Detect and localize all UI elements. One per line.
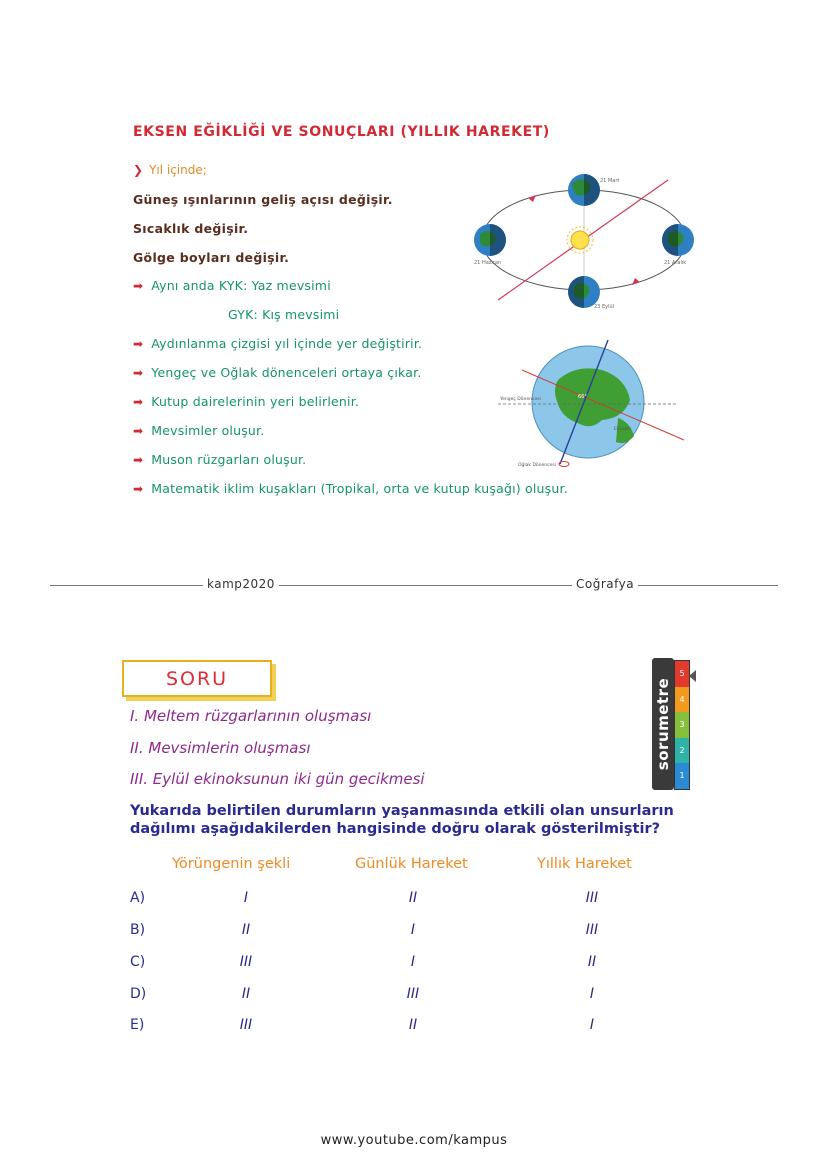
option-c-label[interactable]: C): [130, 954, 146, 970]
option-e-cell-3: I: [589, 1017, 595, 1033]
earth-left-icon: [474, 224, 506, 256]
sorumetre-scale: [674, 660, 690, 790]
arrow-right-icon: ➡: [133, 337, 144, 351]
arrow-right-icon: ➡: [133, 366, 144, 380]
sorumetre-pointer-icon: [689, 670, 696, 682]
season-text-1: Aynı anda KYK: Yaz mevsimi: [151, 278, 331, 293]
sorumetre-level-3: 3: [675, 712, 689, 738]
label-21-mart: 21 Mart: [600, 178, 620, 184]
option-b-label[interactable]: B): [130, 922, 146, 938]
arrow-right-icon: ➡: [133, 482, 144, 496]
section-title: EKSEN EĞİKLİĞİ VE SONUÇLARI (YILLIK HAREKET): [133, 124, 550, 140]
col-header-2: Günlük Hareket: [355, 856, 468, 872]
sorumetre-label: sorumetre: [654, 677, 672, 771]
intro-line: [133, 163, 207, 177]
footer-url[interactable]: www.youtube.com/kampus: [320, 1133, 508, 1148]
divider-left-label: kamp2020: [203, 577, 279, 591]
divider-line: [50, 585, 778, 586]
bullet-4: [133, 423, 264, 438]
option-a-cell-2: II: [408, 890, 418, 906]
arrow-right-icon: ➡: [133, 424, 144, 438]
orbit-diagram: [468, 160, 700, 320]
bullet-5: [133, 452, 306, 467]
option-e-cell-2: II: [408, 1017, 418, 1033]
bullet-text: Kutup dairelerinin yeri belirlenir.: [151, 394, 360, 409]
season-line-1: [133, 278, 331, 293]
option-e-label[interactable]: E): [130, 1017, 145, 1033]
chevron-right-icon: ❯: [133, 163, 144, 177]
option-c-cell-3: II: [587, 954, 597, 970]
sorumetre-level-2: 2: [675, 738, 689, 764]
bullet-text: Muson rüzgarları oluşur.: [151, 452, 307, 467]
label-ekvator: Ekvator: [614, 427, 632, 432]
question-badge: [122, 660, 272, 697]
sorumetre-gauge: [652, 658, 696, 790]
label-yengec: Yengeç Dönencesi: [500, 397, 541, 402]
option-b-cell-1: II: [241, 922, 251, 938]
option-d-cell-1: II: [241, 986, 251, 1002]
plain-line-1: Güneş ışınlarının geliş açısı değişir.: [133, 192, 393, 207]
plain-line-2: Sıcaklık değişir.: [133, 221, 249, 236]
option-d-cell-2: III: [406, 986, 420, 1002]
statement-2: II. Mevsimlerin oluşması: [130, 739, 311, 757]
col-header-3: Yıllık Hareket: [537, 856, 632, 872]
label-21-haziran: 21 Haziran: [474, 260, 502, 266]
bullet-text: Matematik iklim kuşakları (Tropikal, orta ve kutup kuşağı) oluşur.: [151, 481, 568, 496]
bullet-text: Mevsimler oluşur.: [151, 423, 265, 438]
question-badge-label: SORU: [165, 667, 229, 690]
bullet-text: Aydınlanma çizgisi yıl içinde yer değiştirir.: [151, 336, 423, 351]
arrow-right-icon: ➡: [133, 453, 144, 467]
sorumetre-level-4: 4: [675, 687, 689, 713]
sorumetre-level-1: 1: [675, 763, 689, 789]
orbit-arrow-icon: [632, 278, 640, 285]
intro-text: Yıl içinde;: [149, 163, 207, 177]
label-21-aralik: 21 Aralık: [664, 260, 687, 266]
option-a-cell-3: III: [585, 890, 599, 906]
label-oglak: Oğlak Dönencesi: [518, 463, 556, 468]
bullet-6: [133, 481, 568, 496]
option-d-cell-3: I: [589, 986, 595, 1002]
bullet-1: [133, 336, 422, 351]
arrow-right-icon: ➡: [133, 395, 144, 409]
plain-line-3: Gölge boyları değişir.: [133, 250, 290, 265]
option-a-label[interactable]: A): [130, 890, 146, 906]
sorumetre-level-5: 5: [675, 661, 689, 687]
statement-3: III. Eylül ekinoksunun iki gün gecikmesi: [130, 770, 425, 788]
season-line-2: GYK: Kış mevsimi: [228, 307, 340, 322]
option-c-cell-2: I: [410, 954, 416, 970]
option-b-cell-2: I: [410, 922, 416, 938]
col-header-1: Yörüngenin şekli: [172, 856, 291, 872]
option-b-cell-3: III: [585, 922, 599, 938]
bullet-2: [133, 365, 422, 380]
bullet-3: [133, 394, 359, 409]
orbit-arrow-icon: [528, 195, 536, 202]
earth-right-icon: [662, 224, 694, 256]
earth-top-icon: [568, 174, 600, 206]
option-e-cell-1: III: [239, 1017, 253, 1033]
bullet-text: Yengeç ve Oğlak dönenceleri ortaya çıkar.: [151, 365, 422, 380]
statement-1: I. Meltem rüzgarlarının oluşması: [130, 707, 372, 725]
label-23-eylul: 23 Eylül: [594, 304, 615, 310]
option-c-cell-1: III: [239, 954, 253, 970]
divider-right-label: Coğrafya: [572, 577, 638, 591]
label-66: 66°: [578, 394, 587, 400]
globe-diagram: [498, 340, 688, 478]
question-prompt: Yukarıda belirtilen durumların yaşanmasında etkili olan unsurların dağılımı aşağıdakilerden hangisinde doğru olarak gösterilmiştir?: [130, 803, 674, 837]
option-a-cell-1: I: [243, 890, 249, 906]
arrow-right-icon: ➡: [133, 279, 144, 293]
option-d-label[interactable]: D): [130, 986, 147, 1002]
